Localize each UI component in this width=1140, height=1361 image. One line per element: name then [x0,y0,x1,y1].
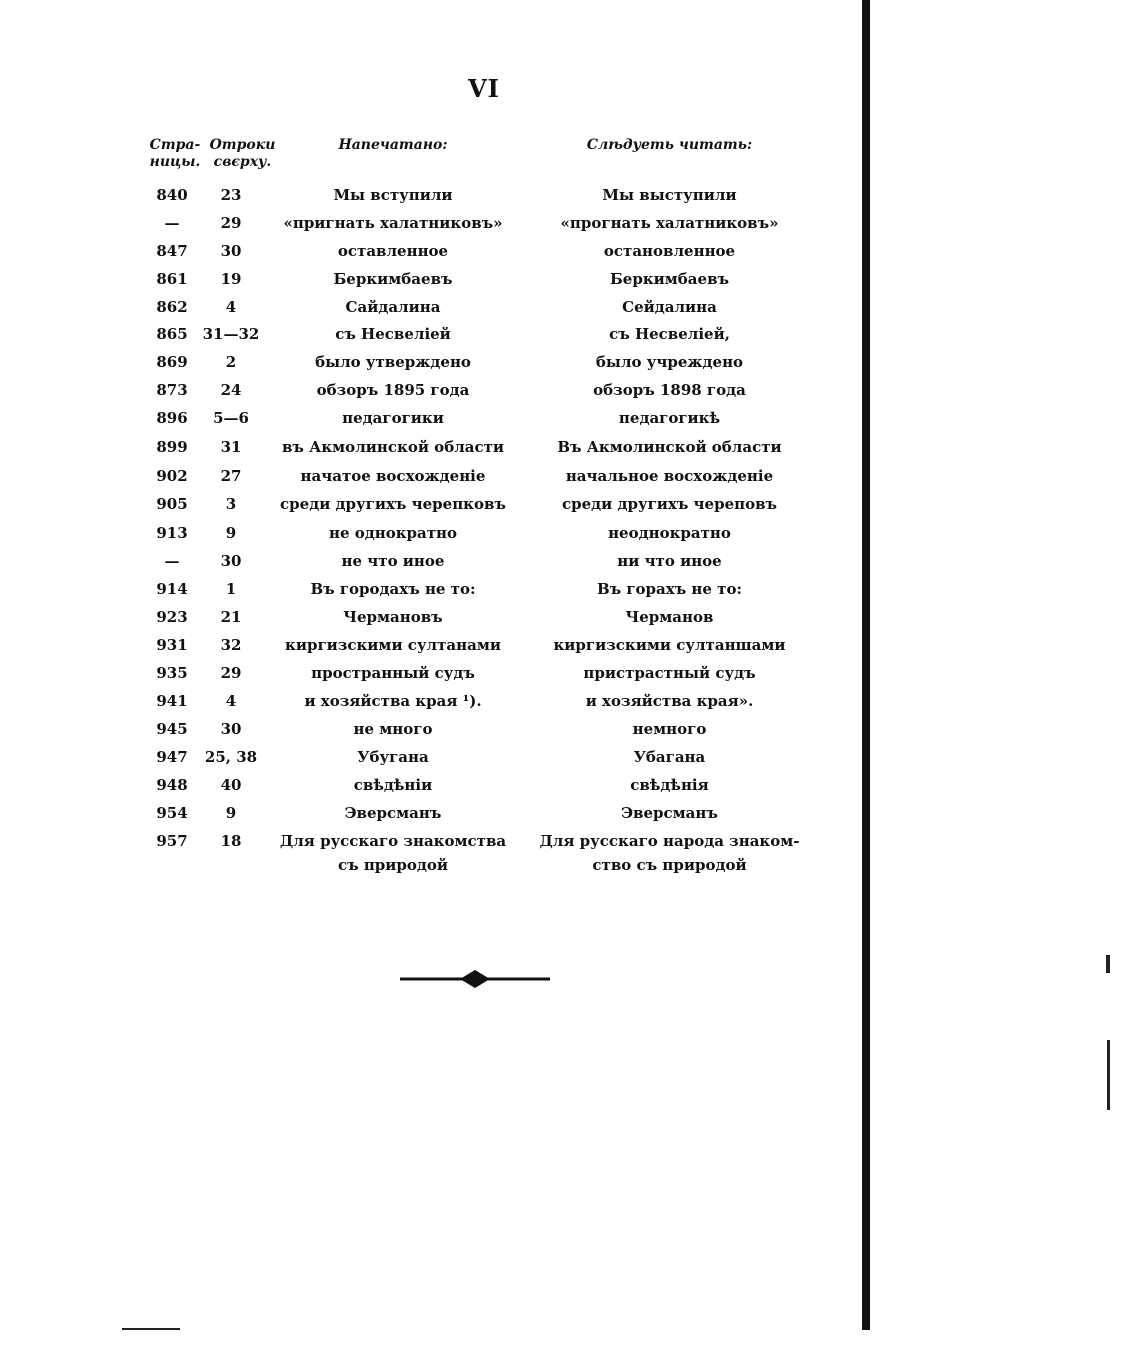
errata-line: 5—6 [213,409,249,427]
errata-page: 923 [156,608,188,626]
errata-line: 29 [220,664,242,682]
errata-page: 941 [156,692,188,710]
errata-printed: начатое восхожденiе [300,467,486,485]
errata-line: 32 [220,636,242,654]
header-should-read: Слѣдуеть читать: [586,137,753,153]
errata-line: 30 [220,242,242,260]
errata-line: 18 [220,832,242,850]
errata-correction: и хозяйства края». [585,692,754,710]
header-printed: Напечатано: [338,137,448,153]
errata-correction: Беркимбаевъ [609,270,730,288]
errata-row [0,829,860,874]
errata-line: 2 [225,353,237,371]
errata-printed: свѣдѣнiи [353,776,433,794]
errata-row [0,661,860,689]
errata-correction: «прогнать халатниковъ» [560,214,779,232]
errata-printed: не что иное [341,552,445,570]
errata-line: 40 [220,776,242,794]
errata-row [0,406,860,434]
errata-row [0,549,860,577]
errata-row [0,633,860,661]
errata-row [0,435,860,463]
errata-line: 4 [225,298,237,316]
errata-printed: киргизскими султанами [285,636,501,654]
errata-correction: немного [632,720,707,738]
errata-printed: Эверсманъ [344,804,442,822]
errata-line: 9 [225,524,237,542]
errata-page: 935 [156,664,188,682]
header-pages: Стра- ницы. [149,137,201,170]
vertical-rule [862,0,870,1330]
errata-row [0,492,860,520]
errata-printed: не однократно [328,524,458,542]
errata-row [0,267,860,295]
errata-line: 3 [225,495,237,513]
errata-line: 30 [220,720,242,738]
errata-page: 861 [156,270,188,288]
errata-page: 902 [156,467,188,485]
errata-printed: Чермановъ [343,608,443,626]
errata-printed: было утверждено [315,353,471,371]
edge-mark [1106,955,1110,973]
errata-page: 913 [156,524,188,542]
errata-row [0,350,860,378]
errata-printed: Убугана [357,748,429,766]
errata-line: 27 [220,467,242,485]
errata-row [0,521,860,549]
errata-printed: педагогики [342,409,444,427]
errata-page: — [164,552,180,570]
errata-line: 30 [220,552,242,570]
errata-correction: Черманов [625,608,714,626]
errata-row [0,464,860,492]
errata-row [0,183,860,211]
errata-row [0,322,860,350]
errata-page: 947 [156,748,188,766]
errata-correction: Въ Акмолинской области [557,438,782,456]
errata-page: 954 [156,804,188,822]
errata-correction: Эверсманъ [621,804,718,822]
errata-printed: Беркимбаевъ [333,270,453,288]
errata-printed: и хозяйства края ¹). [304,692,482,710]
errata-row [0,801,860,829]
errata-page: 957 [156,832,188,850]
errata-line: 21 [220,608,242,626]
errata-printed: оставленное [337,242,449,260]
page-number: VI [468,74,500,103]
bottom-rule [122,1328,180,1330]
errata-line: 19 [220,270,242,288]
errata-row [0,378,860,406]
errata-correction: неоднократно [608,524,731,542]
errata-correction: свѣдѣнiя [630,776,709,794]
errata-printed: Въ городахъ не то: [310,580,476,598]
errata-printed: среди другихъ черепковъ [280,495,506,513]
errata-row [0,605,860,633]
errata-correction: Сейдалина [622,298,717,316]
errata-page: 914 [156,580,188,598]
errata-correction: Въ горахъ не то: [596,580,743,598]
errata-page: 899 [156,438,188,456]
errata-printed: не много [353,720,433,738]
errata-page: 905 [156,495,188,513]
errata-row [0,773,860,801]
errata-page: — [164,214,180,232]
errata-printed: Сайдалина [345,298,441,316]
errata-printed: Для русскаго знакомства съ природой [279,832,507,874]
errata-line: 9 [225,804,237,822]
errata-row [0,239,860,267]
errata-printed: въ Акмолинской области [281,438,505,456]
errata-correction: пристрастный судъ [583,664,756,682]
errata-printed: «пригнать халатниковъ» [283,214,503,232]
errata-correction: было учреждено [595,353,744,371]
errata-correction: среди другихъ череповъ [561,495,778,513]
errata-correction: Для русскаго народа знаком-ство съ природой [539,832,800,874]
errata-row [0,745,860,773]
errata-line: 24 [220,381,242,399]
errata-page: 865 [156,325,188,343]
errata-printed: пространный судъ [311,664,475,682]
edge-mark [1107,1040,1110,1110]
errata-correction: ни что иное [617,552,722,570]
errata-row [0,577,860,605]
errata-page: 840 [156,186,188,204]
errata-line: 1 [225,580,237,598]
errata-correction: Мы выступили [602,186,737,204]
errata-correction: педагогикѣ [618,409,721,427]
errata-page: 931 [156,636,188,654]
errata-correction: начальное восхожденiе [565,467,774,485]
errata-page: 948 [156,776,188,794]
errata-printed: Мы вступили [333,186,453,204]
errata-correction: обзоръ 1898 года [593,381,746,399]
errata-line: 31 [220,438,242,456]
errata-correction: остановленное [603,242,736,260]
errata-correction: Убагана [633,748,706,766]
errata-printed: съ Несвелiей [335,325,451,343]
header-lines-from-top: Отроки свєрху. [209,137,276,170]
errata-page: 869 [156,353,188,371]
errata-row [0,211,860,239]
errata-page: 896 [156,409,188,427]
errata-row [0,295,860,323]
errata-line: 29 [220,214,242,232]
errata-page: 847 [156,242,188,260]
ornament-divider [400,966,550,992]
errata-page: 945 [156,720,188,738]
errata-printed: обзоръ 1895 года [316,381,470,399]
errata-page: 873 [156,381,188,399]
errata-line: 31—32 [202,325,260,343]
errata-row [0,689,860,717]
errata-line: 4 [225,692,237,710]
errata-page: 862 [156,298,188,316]
errata-row [0,717,860,745]
errata-line: 25, 38 [204,748,258,766]
errata-line: 23 [220,186,242,204]
errata-correction: съ Несвелiей, [609,325,730,343]
errata-correction: киргизскими султаншами [553,636,786,654]
